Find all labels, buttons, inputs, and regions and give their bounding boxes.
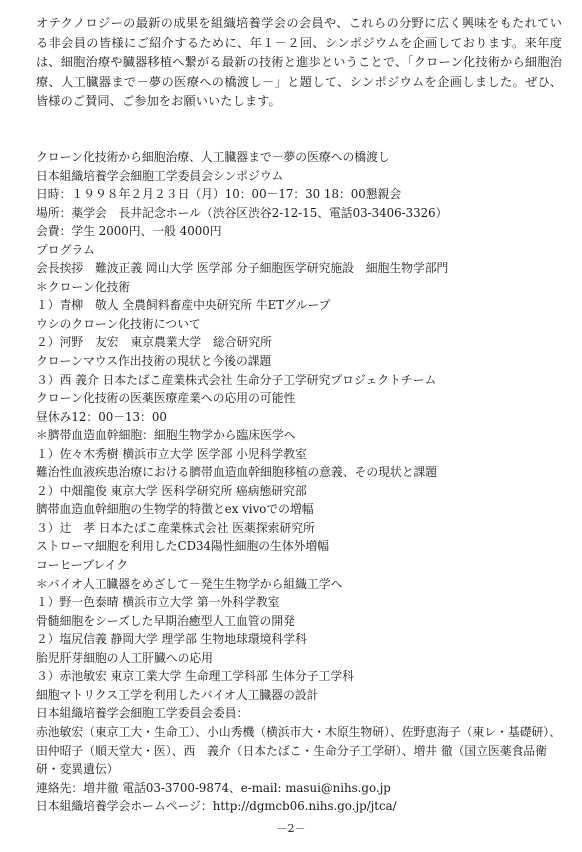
opening-address: 会長挨拶 難波正義 岡山大学 医学部 分子細胞医学研究施設 細胞生物学部門 <box>36 261 449 276</box>
speaker-line: ２）塩尻信義 静岡大学 理学部 生物地球環境科学科 <box>36 632 307 647</box>
talk-title: 骨髄細胞をシーズした早期治癒型人工血管の開発 <box>36 613 295 628</box>
talk-title: 難治性血液疾患治療における臍帯血造血幹細胞移植の意義、その現状と課題 <box>36 465 438 480</box>
speaker-line: １）野一色泰晴 横浜市立大学 第一外科学教室 <box>36 595 280 610</box>
coffee-break: コーヒーブレイク <box>36 558 129 573</box>
speaker-line: ２）河野 友宏 東京農業大学 総合研究所 <box>36 335 272 350</box>
talk-title: クローン化技術の医薬医療産業への応用の可能性 <box>36 391 296 406</box>
intro-text: オテクノロジーの最新の成果を組織培養学会の会員や、これらの分野に広く興味をもたれている非会員の皆様にご紹介するために、年１－２回、シンポジウムを企画しております。来年度は、細胞治療や臓器移植へ繋がる最新の技術と進歩ということで、「クローン化技術から細胞治療、人工臓器まで－夢の医療への橋渡し－」と題して、シンポジウムを企画しました。ぜひ、皆様のご賛同、ご参加をお願いいたします。 <box>36 16 562 108</box>
page-number: －2－ <box>276 822 306 835</box>
speaker-line: ３）赤池敏宏 東京工業大学 生命理工学科部 生体分子工学科 <box>36 669 354 684</box>
speaker-line: １）佐々木秀樹 横浜市立大学 医学部 小児科学教室 <box>36 446 307 461</box>
date-line: 日時：１９９８年２月２３日（月）10：00－17：30 18：00懇親会 <box>36 187 402 202</box>
homepage-line: 日本組織培養学会ホームページ：http://dgmcb06.nihs.go.jp/jtca/ <box>36 799 397 814</box>
session-heading-cloning: ＊クローン化技術 <box>36 279 131 294</box>
program-heading: プログラム <box>36 242 95 257</box>
committee-heading: 日本組織培養学会細胞工学委員会委員： <box>36 706 249 721</box>
talk-title: クローンマウス作出技術の現状と今後の課題 <box>36 354 272 369</box>
symposium-details <box>36 148 568 816</box>
intro-paragraph <box>36 14 562 112</box>
session-heading-cord-blood: ＊臍帯血造血幹細胞：細胞生物学から臨床医学へ <box>36 428 296 443</box>
speaker-line: ３）辻 孝 日本たばこ産業株式会社 医薬探索研究所 <box>36 520 315 535</box>
venue-line: 場所：薬学会 長井記念ホール（渋谷区渋谷2-12-15、電話03-3406-3326） <box>36 205 448 220</box>
lunch-break: 昼休み12：00－13：00 <box>36 409 167 424</box>
contact-line: 連絡先：増井徹 電話03-3700-9874、e-mail: masui@nihs.go.jp <box>36 780 391 795</box>
talk-title: 臍帯血造血幹細胞の生物学的特徴とex vivoでの増幅 <box>36 502 314 517</box>
committee-members: 赤池敏宏（東京工大・生命工）、小山秀機（横浜市大・木原生物研）、佐野恵海子（東レ・基礎研）、田仲昭子（順天堂大・医）、西 義介（日本たばこ・生命分子工学研）、増井 徹（国立医薬食品衛研・変異遺伝） <box>36 724 561 777</box>
session-heading-bio-organs: ＊バイオ人工臓器をめざして－発生生物学から組織工学へ <box>36 576 343 591</box>
fee-line: 会費：学生 2000円、一般 4000円 <box>36 224 222 239</box>
talk-title: ストローマ細胞を利用したCD34陽性細胞の生体外増幅 <box>36 539 330 554</box>
talk-title: ウシのクローン化技術について <box>36 316 201 331</box>
organizer-line: 日本組織培養学会細胞工学委員会シンポジウム <box>36 168 284 183</box>
talk-title: 細胞マトリクス工学を利用したバイオ人工臓器の設計 <box>36 687 319 702</box>
speaker-line: １）青柳 敬人 全農飼料畜産中央研究所 牛ETグループ <box>36 298 331 313</box>
symposium-title: クローン化技術から細胞治療、人工臓器まで－夢の医療への橋渡し <box>36 150 390 164</box>
talk-title: 胎児肝芽細胞の人工肝臓への応用 <box>36 650 213 665</box>
speaker-line: ３）西 義介 日本たばこ産業株式会社 生命分子工学研究プロジェクトチーム <box>36 372 437 387</box>
speaker-line: ２）中畑龍俊 東京大学 医科学研究所 癌病態研究部 <box>36 483 307 498</box>
